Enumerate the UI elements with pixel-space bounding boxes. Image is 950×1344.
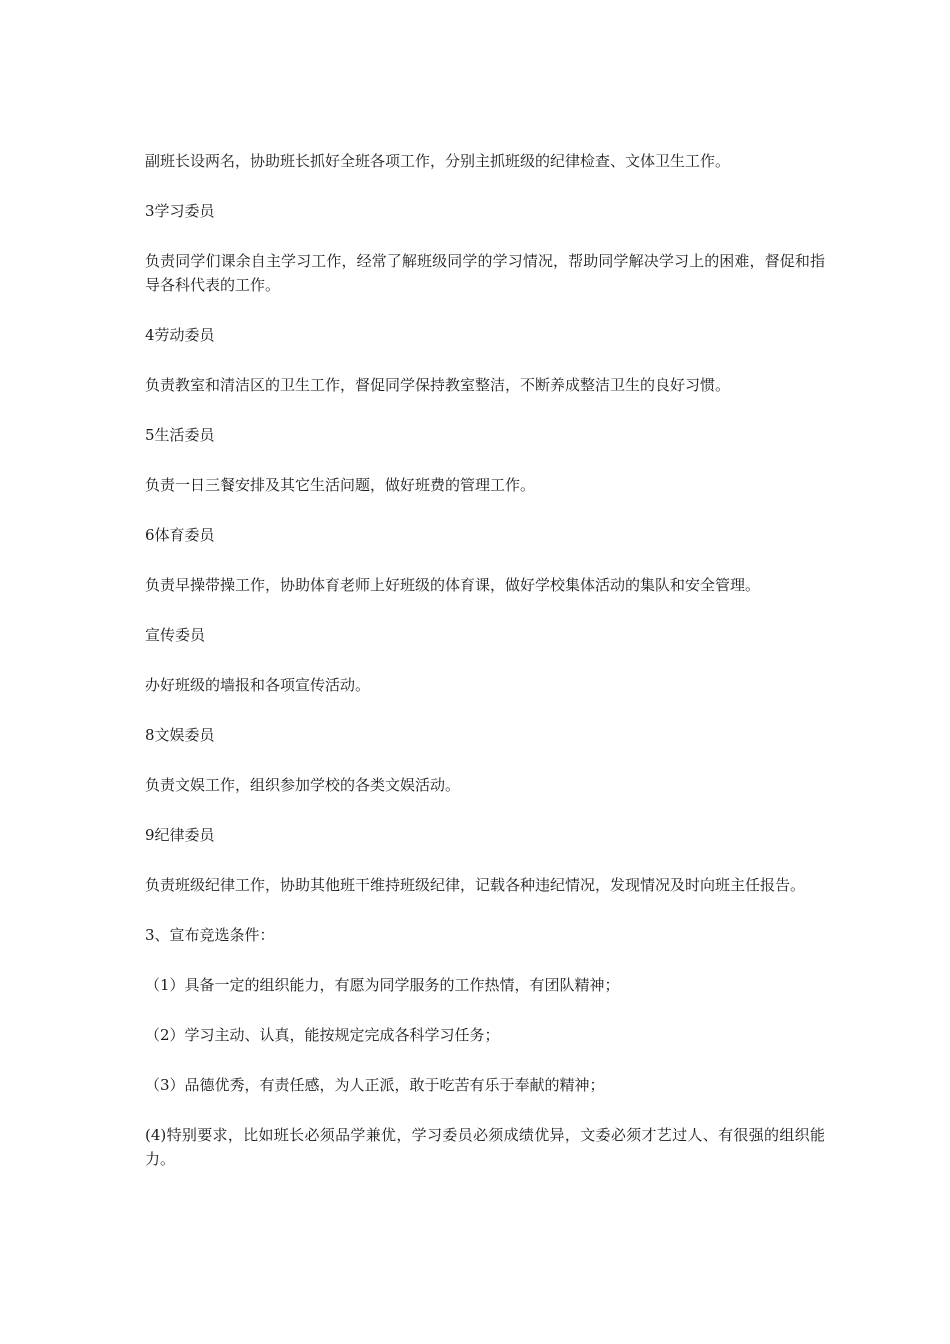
heading-life-committee: 5生活委员 xyxy=(145,426,215,444)
paragraph-study-committee-duty: 负责同学们课余自主学习工作，经常了解班级同学的学习情况，帮助同学解决学习上的困难，督促和指导各科代表的工作。 xyxy=(145,252,825,294)
condition-item-3: （3）品德优秀，有责任感，为人正派，敢于吃苦有乐于奉献的精神； xyxy=(145,1076,605,1094)
paragraph-discipline-committee-duty: 负责班级纪律工作，协助其他班干维持班级纪律，记载各种违纪情况，发现情况及时向班主任报告。 xyxy=(145,876,806,894)
paragraph-publicity-committee-duty: 办好班级的墙报和各项宣传活动。 xyxy=(145,676,371,694)
heading-election-conditions: 3、宣布竞选条件： xyxy=(145,926,275,944)
heading-discipline-committee: 9纪律委员 xyxy=(145,826,215,844)
paragraph-vice-monitor-duty: 副班长设两名，协助班长抓好全班各项工作，分别主抓班级的纪律检查、文体卫生工作。 xyxy=(145,152,731,170)
condition-item-4: (4)特别要求，比如班长必须品学兼优，学习委员必须成绩优异，文委必须才艺过人、有很强的组织能力。 xyxy=(145,1126,825,1168)
heading-sports-committee: 6体育委员 xyxy=(145,526,215,544)
condition-item-1: （1）具备一定的组织能力，有愿为同学服务的工作热情，有团队精神； xyxy=(145,976,620,994)
paragraph-labor-committee-duty: 负责教室和清洁区的卫生工作，督促同学保持教室整洁，不断养成整洁卫生的良好习惯。 xyxy=(145,376,731,394)
paragraph-entertainment-committee-duty: 负责文娱工作，组织参加学校的各类文娱活动。 xyxy=(145,776,461,794)
paragraph-sports-committee-duty: 负责早操带操工作，协助体育老师上好班级的体育课，做好学校集体活动的集队和安全管理。 xyxy=(145,576,761,594)
document-page xyxy=(145,149,825,1197)
condition-item-2: （2）学习主动、认真，能按规定完成各科学习任务； xyxy=(145,1026,500,1044)
paragraph-life-committee-duty: 负责一日三餐安排及其它生活问题，做好班费的管理工作。 xyxy=(145,476,536,494)
heading-labor-committee: 4劳动委员 xyxy=(145,326,215,344)
heading-entertainment-committee: 8文娱委员 xyxy=(145,726,215,744)
heading-study-committee: 3学习委员 xyxy=(145,202,215,220)
heading-publicity-committee: 宣传委员 xyxy=(145,626,206,644)
